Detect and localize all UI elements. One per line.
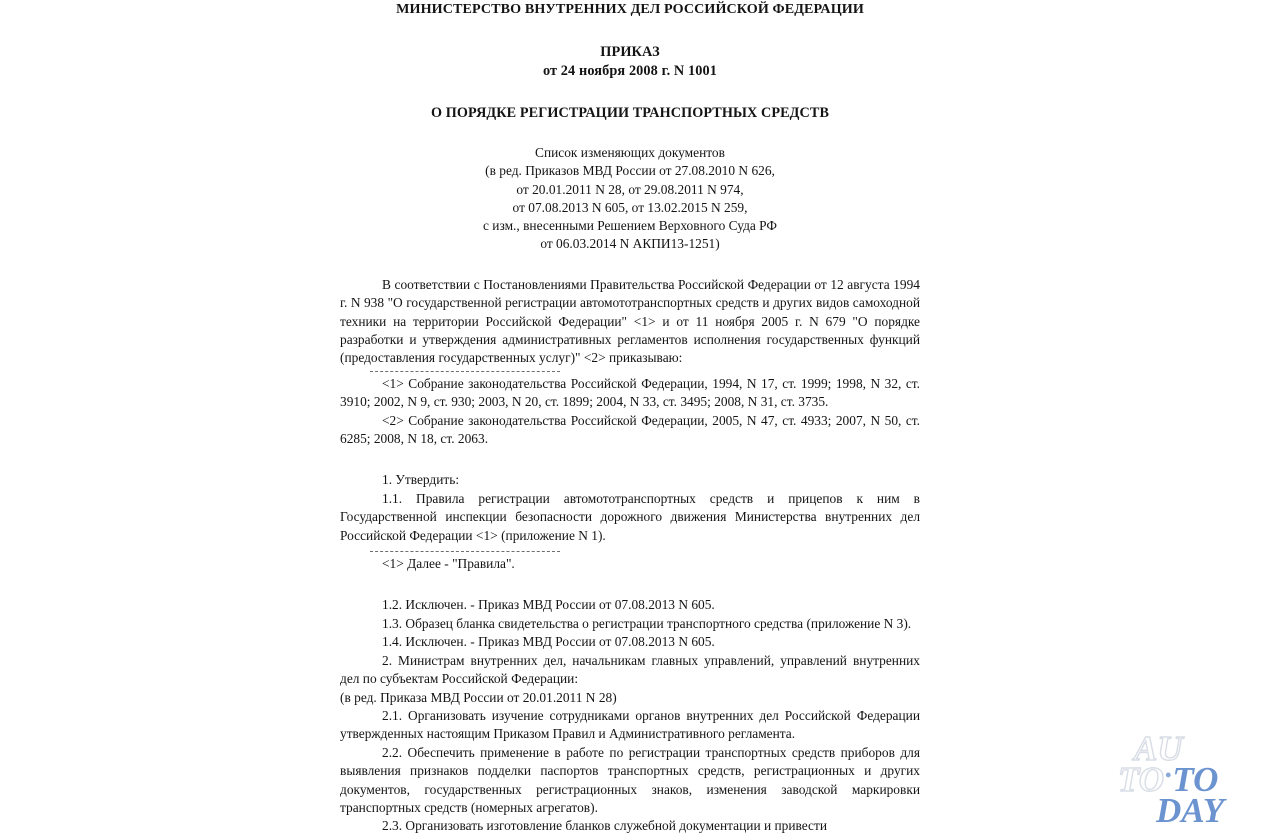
document-text-column xyxy=(340,0,920,836)
ministry-heading: МИНИСТЕРСТВО ВНУТРЕННИХ ДЕЛ РОССИЙСКОЙ ФЕДЕРАЦИИ xyxy=(396,1,864,17)
watermark-to-blue: TO xyxy=(1172,760,1219,799)
footnote-1-1: <1> Далее - "Правила". xyxy=(382,556,515,572)
item-2-2: 2.2. Обеспечить применение в работе по регистрации транспортных средств приборов для выявления признаков подделки паспортов транспортных средств, регистрационных и других документов, государственных регистрационных знаков, изменения заводской маркировки транспортных средств (номерных агрегатов). xyxy=(340,744,920,815)
preamble-paragraph: В соответствии с Постановлениями Правительства Российской Федерации от 12 августа 1994 г. N 938 "О государственной регистрации автомототранспортных средств и других видов самоходной техники на территории Российской Федерации" <1> и от 11 ноября 2005 г. N 679 "О порядке разработки и утверждения административных регламентов исполнения государственных функций (предоставления государственных услуг)" <2> приказываю: xyxy=(340,276,920,366)
amendments-title: Список изменяющих документов xyxy=(535,145,725,160)
amendment-line: (в ред. Приказов МВД России от 27.08.2010 N 626, xyxy=(485,163,775,179)
order-subject-heading: О ПОРЯДКЕ РЕГИСТРАЦИИ ТРАНСПОРТНЫХ СРЕДСТВ xyxy=(430,105,830,121)
watermark-dot-icon: • xyxy=(1165,765,1172,785)
watermark-line-toto xyxy=(1118,762,1218,797)
item-1-1: 1.1. Правила регистрации автомототранспортных средств и прицепов к ним в Государственной инспекции безопасности дорожного движения Министерства внутренних дел Российской Федерации <1> (приложение N 1). xyxy=(340,490,920,543)
item-1-2: 1.2. Исключен. - Приказ МВД России от 07.08.2013 N 605. xyxy=(382,597,715,613)
amendment-line: от 07.08.2013 N 605, от 13.02.2015 N 259, xyxy=(512,199,748,215)
footnote-separator xyxy=(370,371,560,373)
item-1-3: 1.3. Образец бланка свидетельства о регистрации транспортного средства (приложение N 3). xyxy=(382,615,912,631)
footnote-2: <2> Собрание законодательства Российской Федерации, 2005, N 47, ст. 4933; 2007, N 50, ст. 6285; 2008, N 18, ст. 2063. xyxy=(340,412,920,447)
item-1: 1. Утвердить: xyxy=(382,472,460,488)
watermark-to-white: TO xyxy=(1118,760,1165,799)
watermark-line-day: DAY xyxy=(1156,791,1225,830)
order-date-number: от 24 ноября 2008 г. N 1001 xyxy=(542,63,718,79)
item-2-amendment-note: (в ред. Приказа МВД России от 20.01.2011 N 28) xyxy=(340,689,617,705)
item-2: 2. Министрам внутренних дел, начальникам главных управлений, управлений внутренних дел по субъектам Российской Федерации: xyxy=(340,652,920,687)
item-2-1: 2.1. Организовать изучение сотрудниками органов внутренних дел Российской Федерации утвержденных настоящим Приказом Правил и Административного регламента. xyxy=(340,707,920,742)
document-body xyxy=(340,276,920,836)
amendment-line: с изм., внесенными Решением Верховного Суда РФ xyxy=(483,218,777,234)
item-2-3: 2.3. Организовать изготовление бланков служебной документации и привести xyxy=(382,818,827,834)
footnote-separator xyxy=(370,551,560,553)
amendment-line: от 20.01.2011 N 28, от 29.08.2011 N 974, xyxy=(516,181,744,197)
footnote-1: <1> Собрание законодательства Российской Федерации, 1994, N 17, ст. 1999; 1998, N 32, ст. 3910; 2002, N 9, ст. 930; 2003, N 20, ст. 1899; 2004, N 33, ст. 3495; 2008, N 31, ст. 3735. xyxy=(340,375,920,410)
item-1-4: 1.4. Исключен. - Приказ МВД России от 07.08.2013 N 605. xyxy=(382,634,715,650)
autotoday-watermark xyxy=(1112,729,1244,830)
order-type-heading: ПРИКАЗ xyxy=(600,44,660,60)
amendments-block xyxy=(340,144,920,254)
amendment-line: от 06.03.2014 N АКПИ13-1251) xyxy=(540,236,720,252)
watermark-line-au: AU xyxy=(1134,729,1183,768)
